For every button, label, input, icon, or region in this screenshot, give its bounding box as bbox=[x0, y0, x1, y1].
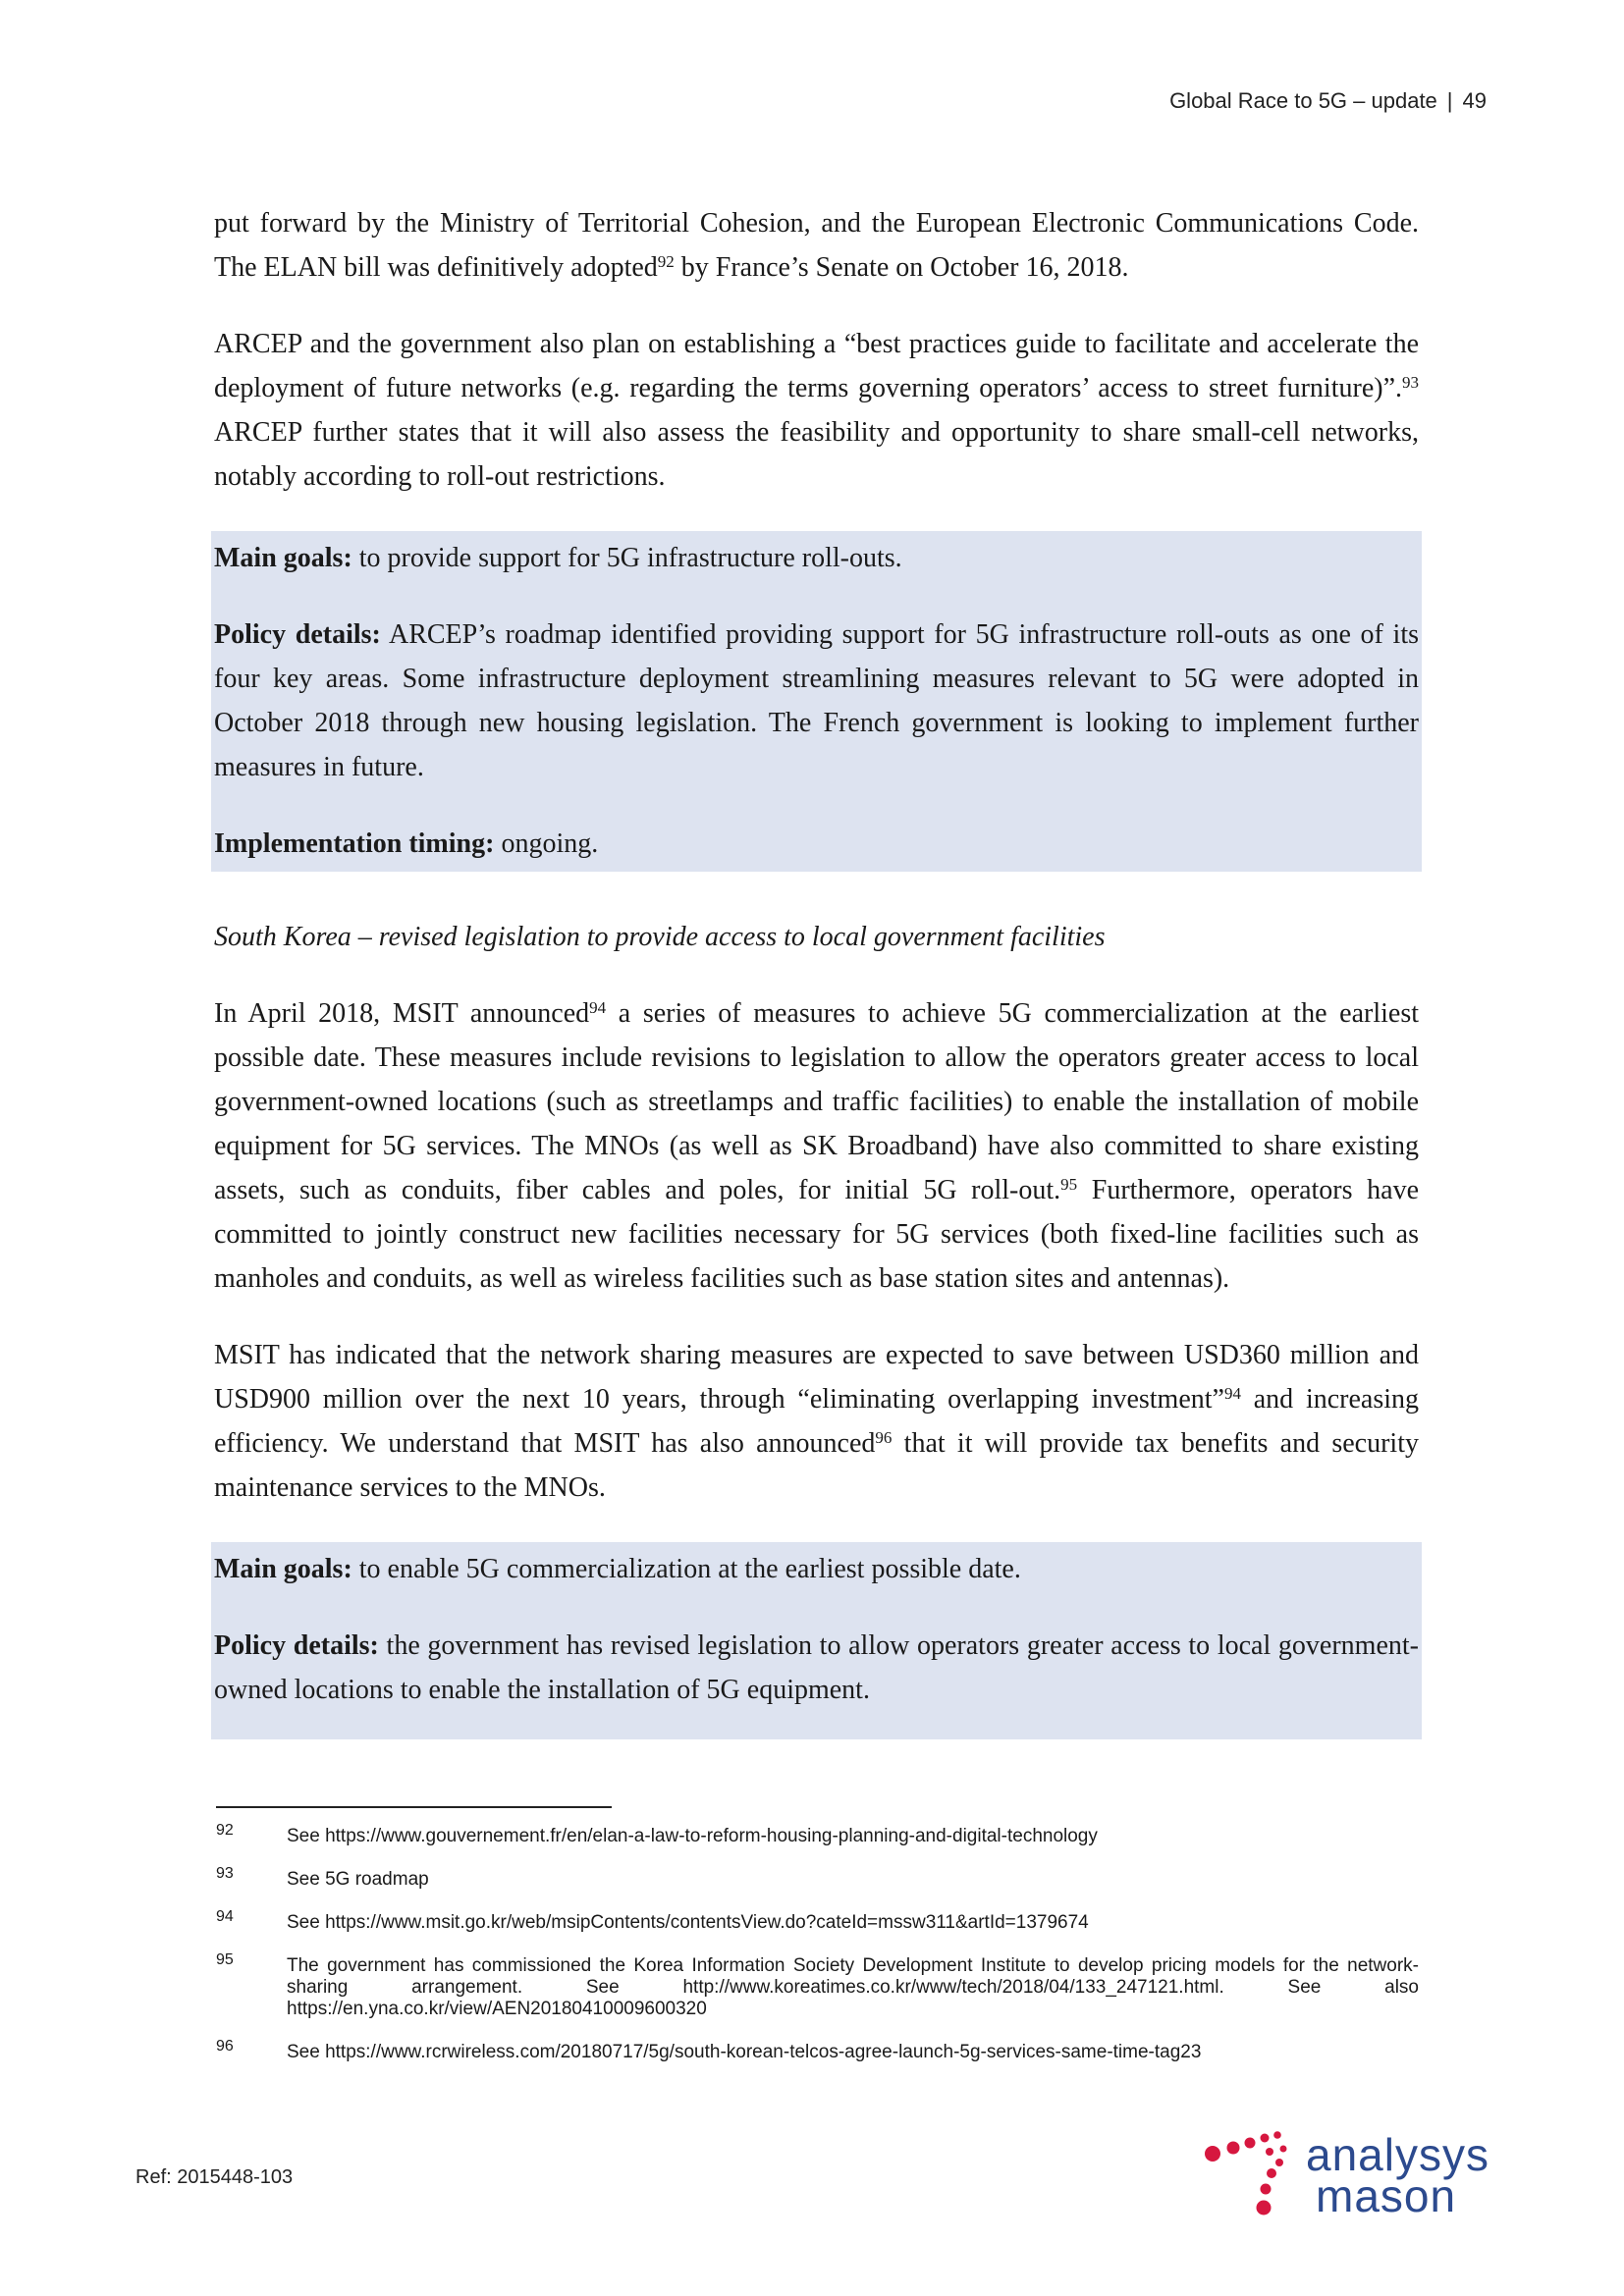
page-number: 49 bbox=[1462, 88, 1487, 113]
paragraph-best-practices: ARCEP and the government also plan on establishing a “best practices guide to facilitate and accelerate the deployment of future networks (e.g. regarding the terms governing operators’ access to street furniture)”.$^{93}$ ARCEP further states that it will also assess the feasibility and opportunity to share small-cell networks, notably according to roll-out restrictions. bbox=[214, 329, 1419, 492]
main-content bbox=[214, 201, 1419, 1772]
footnote-divider bbox=[216, 1806, 612, 1808]
section-title-south-korea: South Korea – revised legislation to provide access to local government facilities bbox=[214, 922, 1106, 952]
policy-box-south-korea bbox=[211, 1542, 1422, 1739]
logo-dots-icon bbox=[1203, 2130, 1311, 2228]
footnote-ref-96[interactable]: 96 bbox=[875, 1428, 893, 1447]
footnote-ref-93[interactable]: 93 bbox=[1402, 373, 1419, 392]
header-separator: | bbox=[1446, 88, 1453, 113]
analysys-mason-logo bbox=[1203, 2130, 1517, 2228]
paragraph-msit-measures: In April 2018, MSIT announced$^{94}$ a series of measures to achieve 5G commercialization at the earliest possible date. These measures include revisions to legislation to allow the operators greater access to local government-owned locations (such as streetlamps and traffic facilities) to enable the installation of mobile equipment for 5G services. The MNOs (as well as SK Broadband) have also committed to share existing assets, such as conduits, fiber cables and poles, for initial 5G roll-out.$^{95}$ Furthermore, operators have committed to jointly construct new facilities necessary for 5G services (both fixed-line facilities such as manholes and conduits, as well as wireless facilities such as base station sites and antennas). bbox=[214, 998, 1419, 1294]
footnote-ref-92[interactable]: 92 bbox=[657, 252, 675, 271]
policy-box-france bbox=[211, 531, 1422, 872]
footnote-ref-94[interactable]: 94 bbox=[589, 998, 607, 1017]
footnote-94: 94 See https://www.msit.go.kr/web/msipContents/contentsView.do?cateId=mssw311&artId=1379674 bbox=[216, 1908, 1089, 1933]
header-title: Global Race to 5G – update bbox=[1169, 88, 1437, 113]
main-goals: Main goals: to provide support for 5G infrastructure roll-outs. bbox=[214, 543, 902, 573]
page-header bbox=[1169, 88, 1487, 114]
footnote-96: 96 See https://www.rcrwireless.com/20180717/5g/south-korean-telcos-agree-launch-5g-services-same-time-tag23 bbox=[216, 2038, 1202, 2062]
document-reference: Ref: 2015448-103 bbox=[135, 2166, 294, 2188]
footnotes bbox=[216, 1822, 1419, 2085]
footnote-ref-95[interactable]: 95 bbox=[1060, 1175, 1078, 1194]
logo-wordmark: analysys mason bbox=[1306, 2129, 1489, 2221]
footnote-ref-94b[interactable]: 94 bbox=[1223, 1384, 1241, 1403]
policy-details: Policy details: the government has revised legislation to allow operators greater access to local government-owned locations to enable the installation of 5G equipment. bbox=[214, 1630, 1419, 1705]
paragraph-network-sharing: MSIT has indicated that the network sharing measures are expected to save between USD360 million and USD900 million over the next 10 years, through “eliminating overlapping investment”$^{94}$ and increasing efficiency. We understand that MSIT has also announced$^{96}$ that it will provide tax benefits and security maintenance services to the MNOs. bbox=[214, 1340, 1420, 1503]
footnote-92: 92 See https://www.gouvernement.fr/en/elan-a-law-to-reform-housing-planning-and-digital-technology bbox=[216, 1822, 1098, 1846]
footnote-93: 93 See 5G roadmap bbox=[216, 1865, 429, 1890]
footnote-95: 95 The government has commissioned the Korea Information Society Development Institute to develop pricing models for the network-sharing arrangement. See http://www.koreatimes.co.kr/www/tech/2018/04/133_247121.html. See also https://en.yna.co.kr/view/AEN20180410009600320 bbox=[216, 1951, 1419, 2019]
implementation-timing: Implementation timing: ongoing. bbox=[214, 828, 599, 859]
paragraph-elan-bill: put forward by the Ministry of Territorial Cohesion, and the European Electronic Communications Code. The ELAN bill was definitively adopted$^{92}$ by France’s Senate on October 16, 2018. bbox=[214, 208, 1419, 283]
main-goals: Main goals: to enable 5G commercialization at the earliest possible date. bbox=[214, 1554, 1021, 1584]
policy-details: Policy details: ARCEP’s roadmap identified providing support for 5G infrastructure roll-outs as one of its four key areas. Some infrastructure deployment streamlining measures relevant to 5G were adopted in October 2018 through new housing legislation. The French government is looking to implement further measures in future. bbox=[214, 619, 1419, 782]
